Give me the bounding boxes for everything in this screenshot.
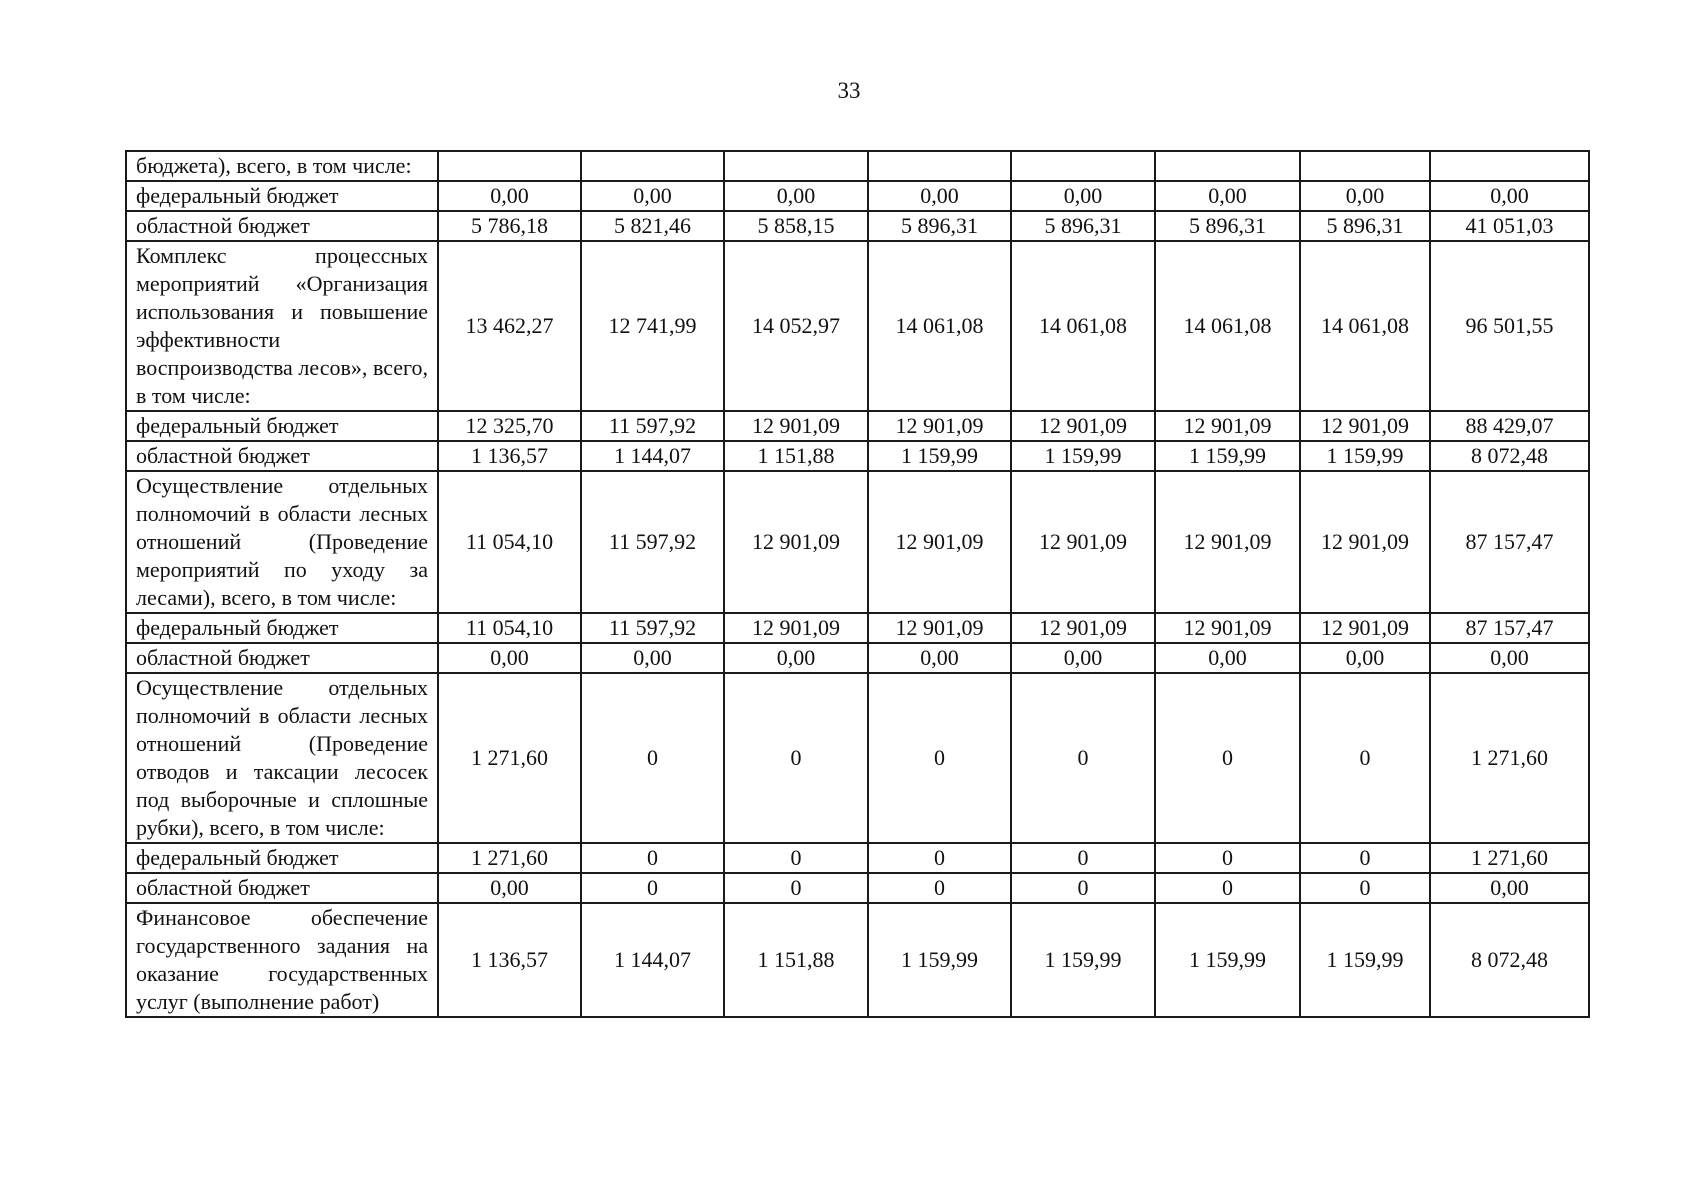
page-number: 33 — [837, 78, 861, 103]
value-cell — [868, 151, 1011, 181]
table-row-section — [126, 471, 1589, 613]
value-cell: 0 — [1155, 843, 1300, 873]
value-cell: 96 501,55 — [1430, 241, 1589, 411]
value-cell: 1 271,60 — [1430, 673, 1589, 843]
value-cell — [1155, 151, 1300, 181]
value-cell: 0,00 — [1430, 873, 1589, 903]
table-row-section — [126, 673, 1589, 843]
value-cell: 0,00 — [438, 643, 581, 673]
value-cell: 0 — [581, 673, 724, 843]
budget-table-body — [126, 151, 1589, 1017]
value-cell: 12 901,09 — [724, 411, 868, 441]
row-label-cell: областной бюджет — [126, 643, 438, 673]
value-cell: 0,00 — [868, 643, 1011, 673]
value-cell: 1 159,99 — [1011, 903, 1155, 1017]
value-cell: 0,00 — [868, 181, 1011, 211]
budget-table — [125, 150, 1590, 1018]
value-cell: 0,00 — [724, 643, 868, 673]
row-label-cell: бюджета), всего, в том числе: — [126, 151, 438, 181]
value-cell: 5 896,31 — [1155, 211, 1300, 241]
value-cell: 12 901,09 — [1300, 613, 1430, 643]
value-cell: 5 896,31 — [1011, 211, 1155, 241]
value-cell: 1 144,07 — [581, 441, 724, 471]
value-cell: 41 051,03 — [1430, 211, 1589, 241]
value-cell: 0,00 — [438, 181, 581, 211]
value-cell: 1 136,57 — [438, 903, 581, 1017]
value-cell: 12 325,70 — [438, 411, 581, 441]
value-cell: 1 144,07 — [581, 903, 724, 1017]
value-cell: 0 — [1011, 873, 1155, 903]
value-cell: 0 — [724, 673, 868, 843]
row-label-cell: областной бюджет — [126, 441, 438, 471]
value-cell: 1 159,99 — [868, 903, 1011, 1017]
value-cell: 0,00 — [1011, 643, 1155, 673]
value-cell: 0,00 — [1430, 643, 1589, 673]
row-label-cell: Финансовое обеспечение государственного задания на оказание государственных услуг (выполнение работ) — [126, 903, 438, 1017]
value-cell: 12 901,09 — [1011, 411, 1155, 441]
value-cell: 13 462,27 — [438, 241, 581, 411]
value-cell: 14 061,08 — [868, 241, 1011, 411]
row-label-cell: Комплекс процессных мероприятий «Организация использования и повышение эффективности воспроизводства лесов», всего, в том числе: — [126, 241, 438, 411]
value-cell: 5 786,18 — [438, 211, 581, 241]
table-row-subtotal — [126, 411, 1589, 441]
value-cell: 87 157,47 — [1430, 613, 1589, 643]
value-cell — [1300, 151, 1430, 181]
value-cell: 5 821,46 — [581, 211, 724, 241]
value-cell: 1 159,99 — [1155, 903, 1300, 1017]
value-cell: 12 901,09 — [1155, 411, 1300, 441]
value-cell: 11 054,10 — [438, 613, 581, 643]
table-row-subtotal — [126, 441, 1589, 471]
table-row-section — [126, 903, 1589, 1017]
value-cell: 0 — [581, 843, 724, 873]
value-cell: 14 052,97 — [724, 241, 868, 411]
value-cell: 11 597,92 — [581, 411, 724, 441]
row-label-cell: Осуществление отдельных полномочий в области лесных отношений (Проведение отводов и таксации лесосек под выборочные и сплошные рубки), всего, в том числе: — [126, 673, 438, 843]
value-cell: 14 061,08 — [1300, 241, 1430, 411]
value-cell: 0,00 — [1155, 181, 1300, 211]
value-cell: 14 061,08 — [1011, 241, 1155, 411]
value-cell: 12 901,09 — [1011, 613, 1155, 643]
value-cell: 1 271,60 — [438, 673, 581, 843]
value-cell: 0 — [1300, 873, 1430, 903]
value-cell — [1430, 151, 1589, 181]
value-cell: 0,00 — [1155, 643, 1300, 673]
row-label-cell: областной бюджет — [126, 873, 438, 903]
value-cell: 0 — [868, 843, 1011, 873]
value-cell: 12 901,09 — [868, 613, 1011, 643]
value-cell: 12 901,09 — [724, 613, 868, 643]
table-row-subtotal — [126, 211, 1589, 241]
table-row-subtotal — [126, 643, 1589, 673]
value-cell: 5 858,15 — [724, 211, 868, 241]
row-label-cell: федеральный бюджет — [126, 181, 438, 211]
value-cell: 1 151,88 — [724, 441, 868, 471]
value-cell: 88 429,07 — [1430, 411, 1589, 441]
row-label-cell: федеральный бюджет — [126, 411, 438, 441]
value-cell: 12 901,09 — [868, 411, 1011, 441]
table-row-section — [126, 241, 1589, 411]
value-cell: 12 901,09 — [1300, 471, 1430, 613]
value-cell: 0 — [724, 873, 868, 903]
value-cell — [724, 151, 868, 181]
value-cell: 0,00 — [1430, 181, 1589, 211]
value-cell: 12 901,09 — [1155, 613, 1300, 643]
value-cell: 0 — [724, 843, 868, 873]
value-cell: 12 741,99 — [581, 241, 724, 411]
value-cell: 0,00 — [581, 181, 724, 211]
value-cell: 0 — [1155, 673, 1300, 843]
value-cell: 11 054,10 — [438, 471, 581, 613]
value-cell: 0 — [581, 873, 724, 903]
value-cell: 0,00 — [724, 181, 868, 211]
value-cell — [581, 151, 724, 181]
value-cell: 0,00 — [1011, 181, 1155, 211]
table-row-subtotal — [126, 613, 1589, 643]
value-cell: 1 159,99 — [1155, 441, 1300, 471]
value-cell — [1011, 151, 1155, 181]
value-cell — [438, 151, 581, 181]
value-cell: 12 901,09 — [1155, 471, 1300, 613]
value-cell: 12 901,09 — [868, 471, 1011, 613]
table-row-subtotal — [126, 181, 1589, 211]
value-cell: 12 901,09 — [1011, 471, 1155, 613]
table-row-subtotal — [126, 843, 1589, 873]
value-cell: 0,00 — [438, 873, 581, 903]
value-cell: 0 — [1011, 673, 1155, 843]
value-cell: 1 159,99 — [1011, 441, 1155, 471]
value-cell: 0 — [1011, 843, 1155, 873]
value-cell: 0 — [1155, 873, 1300, 903]
value-cell: 0,00 — [581, 643, 724, 673]
value-cell: 0 — [868, 873, 1011, 903]
value-cell: 0 — [1300, 673, 1430, 843]
value-cell: 8 072,48 — [1430, 903, 1589, 1017]
row-label-cell: Осуществление отдельных полномочий в области лесных отношений (Проведение мероприятий по уходу за лесами), всего, в том числе: — [126, 471, 438, 613]
value-cell: 12 901,09 — [724, 471, 868, 613]
value-cell: 0 — [868, 673, 1011, 843]
value-cell: 1 159,99 — [868, 441, 1011, 471]
value-cell: 5 896,31 — [868, 211, 1011, 241]
table-row-section — [126, 151, 1589, 181]
value-cell: 1 159,99 — [1300, 903, 1430, 1017]
row-label-cell: федеральный бюджет — [126, 613, 438, 643]
value-cell: 11 597,92 — [581, 471, 724, 613]
value-cell: 12 901,09 — [1300, 411, 1430, 441]
row-label-cell: областной бюджет — [126, 211, 438, 241]
value-cell: 87 157,47 — [1430, 471, 1589, 613]
value-cell: 1 151,88 — [724, 903, 868, 1017]
value-cell: 0 — [1300, 843, 1430, 873]
value-cell: 0,00 — [1300, 643, 1430, 673]
value-cell: 1 271,60 — [1430, 843, 1589, 873]
value-cell: 0,00 — [1300, 181, 1430, 211]
value-cell: 1 136,57 — [438, 441, 581, 471]
table-row-subtotal — [126, 873, 1589, 903]
value-cell: 8 072,48 — [1430, 441, 1589, 471]
value-cell: 5 896,31 — [1300, 211, 1430, 241]
value-cell: 1 271,60 — [438, 843, 581, 873]
value-cell: 11 597,92 — [581, 613, 724, 643]
row-label-cell: федеральный бюджет — [126, 843, 438, 873]
value-cell: 1 159,99 — [1300, 441, 1430, 471]
value-cell: 14 061,08 — [1155, 241, 1300, 411]
